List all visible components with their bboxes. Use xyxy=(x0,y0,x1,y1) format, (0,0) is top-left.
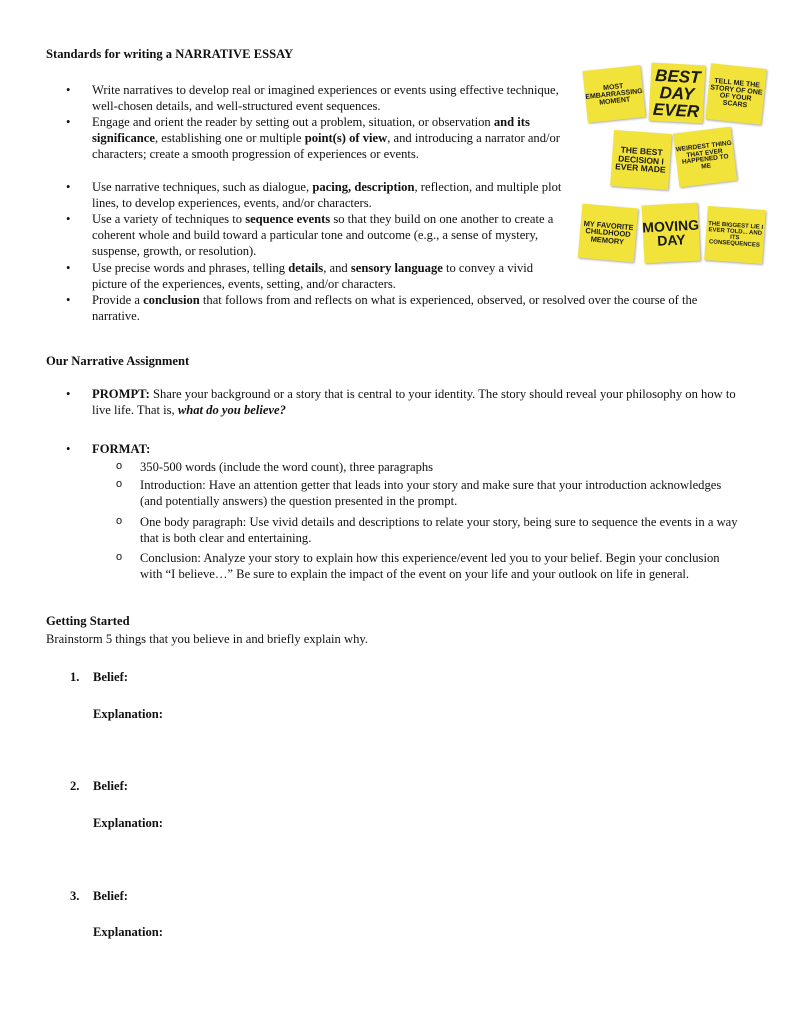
bullet-text: Engage and orient the reader by setting out a problem, situation, or observation and its significance, establishing one or multiple point(s) of view, and introducing a narrator and/or characters; create a smooth progression of experiences or events. xyxy=(92,115,561,162)
belief-label: Belief: xyxy=(93,889,128,903)
sticky-note: THE BIGGEST LIE I EVER TOLD... AND ITS CONSEQUENCES xyxy=(704,206,766,264)
prompt-text: PROMPT: Share your background or a story that is central to your identity. The story should reveal your philosophy on how to live life. That is, what do you believe? xyxy=(92,387,736,418)
brainstorm-instructions: Brainstorm 5 things that you believe in and briefly explain why. xyxy=(46,632,369,646)
bullet-text: Use precise words and phrases, telling details, and sensory language to convey a vivid picture of the experiences, events, setting, and/or characters. xyxy=(92,261,534,292)
sticky-note: MOVING DAY xyxy=(642,203,701,264)
explanation-label: Explanation: xyxy=(93,707,163,721)
bullet-text: Write narratives to develop real or imagined experiences or events using effective technique, well-chosen details, and well-structured event sequences. xyxy=(92,83,559,114)
sticky-note: MOST EMBARRASSING MOMENT xyxy=(582,65,645,123)
sticky-note: TELL ME THE STORY OF ONE OF YOUR SCARS xyxy=(705,63,767,125)
worksheet-page: Standards for writing a NARRATIVE ESSAY Write narratives to develop real or imagined experiences or events using effective technique, well-chosen details, and well-structured event sequences. Engage and orient the reader by setting out a problem, situation, or observation and its significance, establishing one or multiple point(s) of view, and introducing a narrator and/or characters; create a smooth progression of experiences or events. Use narrative techniques, such as dialogue, pacing, description, reflection, and multiple plot lines, to develop experiences, events, and/or characters. Use a variety of techniques to sequence events so that they build on one another to create a coherent whole and build toward a particular tone and outcome (e.g., a sense of mystery, suspense, growth, or resolution). Use precise words and phrases, telling details, and sensory language to convey a vivid picture of the experiences, events, setting, and/or characters. Provide a conclusion that follows from and reflects on what is experienced, observed, or resolved over the course of the narrative. MOST EMBARRASSING MOMENT BEST DAY EVER TELL ME THE STORY OF ONE OF YOUR SCARS THE BEST DECISION I EVER MADE WEIRDEST THING THAT EVER HAPPENED TO ME MY FAVORITE CHILDHOOD MEMORY MOVING DAY THE BIGGEST LIE I EVER TOLD... AND ITS CONSEQUENCES Our Narrative Assignment PROMPT: Share your background or a story that is central to your identity. The story should reveal your philosophy on how to live life. That is, what do you believe? FORMAT: 350-500 words (include the word count), three paragraphs Introduction: Have an attention getter that leads into your story and make sure that your introduction acknowledges (and potentially answers) the question presented in the prompt. One body paragraph: Use vivid details and descriptions to relate your story, being sure to sequence the events in a way that is both clear and entertaining. Conclusion: Analyze your story to explain how this experience/event led you to your belief. Begin your conclusion with “I believe…” Be sure to explain the impact of the event on your life and your outlook on life in general. Getting Started Brainstorm 5 things that you believe in and briefly explain why. 1. Belief: Explanation: 2. Belief: Explanation: 3. Belief: Explanation: xyxy=(0,0,791,1024)
assignment-heading: Our Narrative Assignment xyxy=(46,354,190,368)
standards-heading: Standards for writing a NARRATIVE ESSAY xyxy=(46,47,294,61)
bullet-text: Provide a conclusion that follows from and reflects on what is experienced, observed, or resolved over the course of the narrative. xyxy=(92,293,698,324)
belief-label: Belief: xyxy=(93,670,128,684)
format-label: FORMAT: xyxy=(92,442,151,456)
sticky-note: THE BEST DECISION I EVER MADE xyxy=(610,130,672,190)
sticky-note: MY FAVORITE CHILDHOOD MEMORY xyxy=(578,204,638,263)
belief-label: Belief: xyxy=(93,779,128,793)
prompt-label: PROMPT: xyxy=(92,387,150,401)
explanation-label: Explanation: xyxy=(93,816,163,830)
sticky-note: WEIRDEST THING THAT EVER HAPPENED TO ME xyxy=(673,127,737,188)
prompt-question: what do you believe? xyxy=(177,403,286,418)
getting-started-heading: Getting Started xyxy=(46,614,130,628)
explanation-label: Explanation: xyxy=(93,925,163,939)
sticky-note: BEST DAY EVER xyxy=(649,63,706,124)
bullet-text: Use a variety of techniques to sequence events so that they build on one another to create a coherent whole and build toward a particular tone and outcome (e.g., a sense of mystery, suspense, growth, or resolution). xyxy=(92,212,554,259)
bullet-text: Use narrative techniques, such as dialogue, pacing, description, reflection, and multiple plot lines, to develop experiences, events, and/or characters. xyxy=(92,180,562,211)
